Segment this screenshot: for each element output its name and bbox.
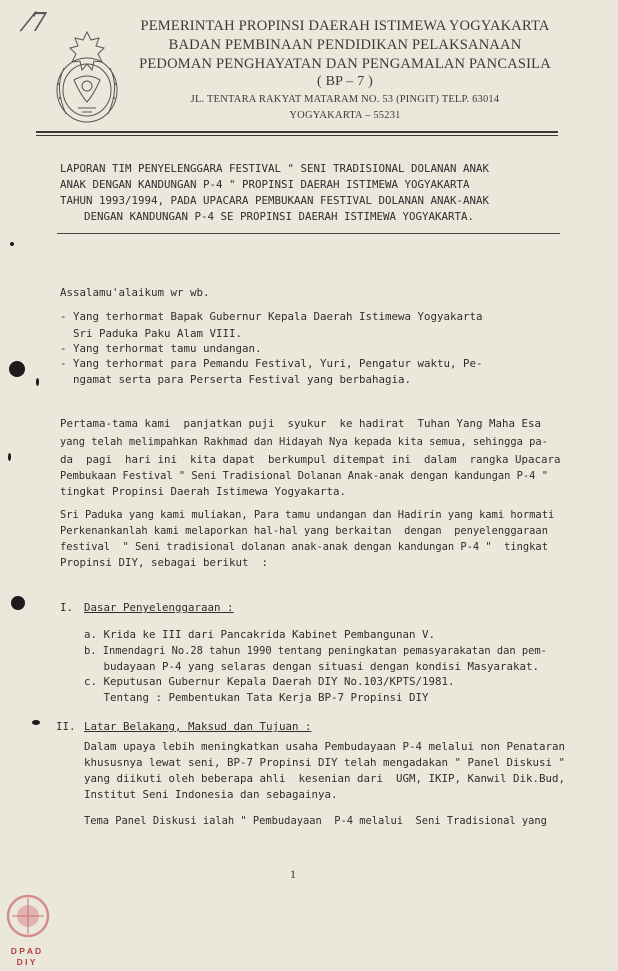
letterhead-line-3: PEDOMAN PENGHAYATAN DAN PENGAMALAN PANCASILA — [139, 56, 551, 72]
section-1-item: c. Keputusan Gubernur Kepala Daerah DIY No.103/KPTS/1981. — [84, 675, 455, 688]
paragraph-1-line: Pertama-tama kami panjatkan puji syukur ke hadirat Tuhan Yang Maha Esa — [60, 417, 542, 430]
paragraph-2-line: festival " Seni tradisional dolanan anak-anak dengan kandungan P-4 " tingkat — [60, 541, 548, 553]
section-1-item: a. Krida ke III dari Pancakrida Kabinet Pembangunan V. — [84, 628, 436, 641]
handwritten-mark: ⁄7 — [26, 8, 47, 38]
paragraph-1-line: tingkat Propinsi Daerah Istimewa Yogyakarta. — [60, 485, 347, 498]
paragraph-1-line: da pagi hari ini kita dapat berkumpul ditempat ini dalam rangka Upacara — [60, 453, 561, 466]
letterhead-line-1: PEMERINTAH PROPINSI DAERAH ISTIMEWA YOGYAKARTA — [140, 18, 550, 34]
paragraph-2-line: Propinsi DIY, sebagai berikut : — [60, 556, 269, 569]
section-2-last-line: Tema Panel Diskusi ialah " Pembudayaan P-4 melalui Seni Tradisional yang — [84, 815, 547, 827]
section-1-item: b. Inmendagri No.28 tahun 1990 tentang peningkatan pemasyarakatan dan pem- — [84, 645, 547, 657]
section-2-line: Institut Seni Indonesia dan sebagainya. — [84, 788, 338, 801]
archive-logo-text: D P A D — [10, 946, 42, 956]
paragraph-2-line: Sri Paduka yang kami muliakan, Para tamu undangan dan Hadirin yang kami hormati — [60, 509, 555, 521]
ink-speck — [10, 242, 14, 246]
section-2-line: yang diikuti oleh beberapa ahli kesenian dari UGM, IKIP, Kanwil Dik.Bud, — [84, 772, 566, 785]
addressee-line: Sri Paduka Paku Alam VIII. — [60, 327, 243, 340]
paragraph-1-line: yang telah melimpahkan Rakhmad dan Hidayah Nya kepada kita semua, sehingga pa- — [60, 436, 548, 448]
section-1-heading: Dasar Penyelenggaraan : — [84, 601, 234, 614]
ink-speck — [9, 361, 25, 377]
addressee-line: - Yang terhormat para Pemandu Festival, Yuri, Pengatur waktu, Pe- — [60, 357, 483, 370]
ink-speck — [36, 378, 39, 386]
page-number: 1 — [290, 867, 296, 881]
yogyakarta-emblem-icon — [44, 28, 130, 128]
archive-logo-text: D I Y — [16, 957, 36, 967]
addressee-line: - Yang terhormat tamu undangan. — [60, 342, 262, 355]
section-2-line: khususnya lewat seni, BP-7 Propinsi DIY telah mengadakan " Panel Diskusi " — [84, 756, 566, 769]
ink-speck — [11, 596, 25, 610]
greeting: Assalamu'alaikum wr wb. — [60, 286, 210, 299]
addressee-line: - Yang terhormat Bapak Gubernur Kepala Daerah Istimewa Yogyakarta — [60, 310, 483, 323]
section-2-heading: Latar Belakang, Maksud dan Tujuan : — [84, 720, 312, 733]
title-line: ANAK DENGAN KANDUNGAN P-4 " PROPINSI DAERAH ISTIMEWA YOGYAKARTA — [60, 178, 470, 191]
title-line: TAHUN 1993/1994, PADA UPACARA PEMBUKAAN FESTIVAL DOLANAN ANAK-ANAK — [60, 194, 490, 207]
section-1-item: budayaan P-4 yang selaras dengan situasi dengan kondisi Masyarakat. — [84, 660, 540, 673]
addressee-line: ngamat serta para Perserta Festival yang berbahagia. — [60, 373, 412, 386]
letterhead-line-4: ( BP – 7 ) — [317, 74, 373, 89]
title-line: LAPORAN TIM PENYELENGGARA FESTIVAL " SENI TRADISIONAL DOLANAN ANAK — [60, 162, 490, 175]
letterhead-city: YOGYAKARTA – 55231 — [289, 110, 401, 121]
section-1-item: Tentang : Pembentukan Tata Kerja BP-7 Propinsi DIY — [84, 691, 429, 704]
section-2-line: Dalam upaya lebih meningkatkan usaha Pembudayaan P-4 melalui non Penataran — [84, 740, 566, 753]
section-1-number: I. — [60, 601, 74, 614]
letterhead-address: JL. TENTARA RAKYAT MATARAM NO. 53 (PINGIT) TELP. 63014 — [190, 94, 500, 105]
letterhead-rule-thick — [36, 131, 558, 133]
title-line: DENGAN KANDUNGAN P-4 SE PROPINSI DAERAH ISTIMEWA YOGYAKARTA. — [84, 210, 475, 223]
ink-speck — [8, 453, 11, 461]
letterhead-line-2: BADAN PEMBINAAN PENDIDIKAN PELAKSANAAN — [168, 37, 522, 53]
ink-speck — [32, 720, 40, 725]
paragraph-2-line: Perkenankanlah kami melaporkan hal-hal yang berkaitan dengan penyelenggaraan — [60, 525, 548, 537]
section-2-number: II. — [56, 720, 76, 733]
paragraph-1-line: Pembukaan Festival " Seni Tradisional Dolanan Anak-anak dengan kandungan P-4 " — [60, 470, 548, 482]
letterhead-rule-thin — [36, 135, 558, 136]
title-underline — [57, 233, 560, 234]
